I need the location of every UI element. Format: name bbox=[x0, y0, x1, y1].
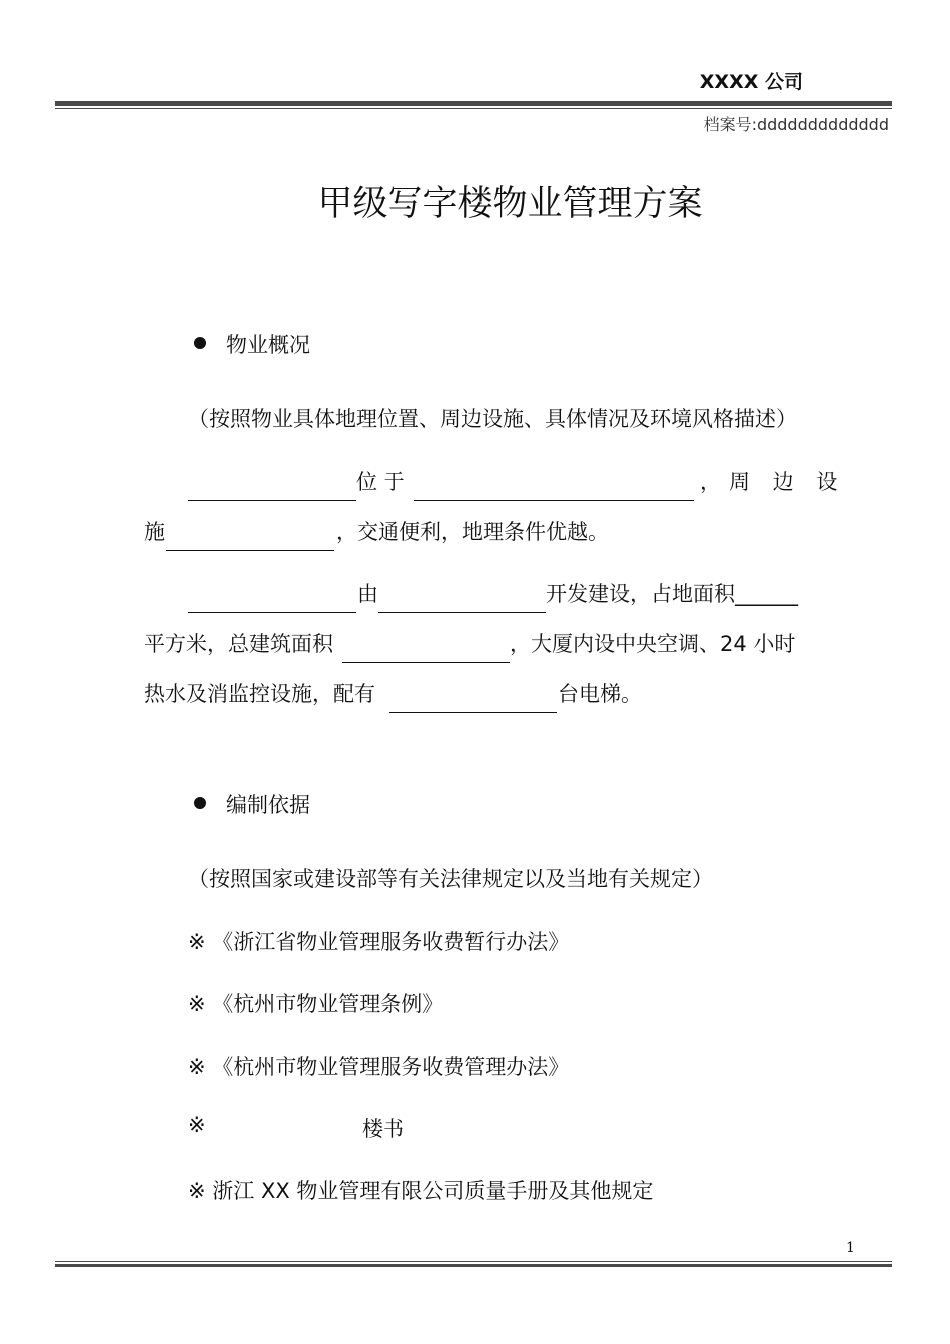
list-item: ※ 浙江 XX 物业管理有限公司质量手册及其他规定 bbox=[188, 1179, 654, 1203]
text-aircon: ，大厦内设中央空调、24 小时 bbox=[510, 632, 796, 656]
blank-field-property-name bbox=[188, 499, 356, 501]
footer-rule-thick bbox=[55, 1264, 892, 1267]
list-item: ※ 《杭州市物业管理服务收费管理办法》 bbox=[188, 1055, 570, 1079]
blank-field-elevator-count bbox=[389, 711, 557, 713]
document-title: 甲级写字楼物业管理方案 bbox=[317, 184, 703, 224]
text-by: 由 bbox=[357, 582, 378, 606]
text-transport: ，交通便利，地理条件优越。 bbox=[336, 520, 609, 544]
blank-field-total-area bbox=[342, 661, 510, 663]
section-note-basis: （按照国家或建设部等有关法律规定以及当地有关规定） bbox=[188, 867, 713, 891]
list-item: ※ 《浙江省物业管理服务收费暂行办法》 bbox=[188, 930, 570, 954]
section-note-overview: （按照物业具体地理位置、周边设施、具体情况及环境风格描述） bbox=[188, 407, 797, 431]
bullet-icon bbox=[194, 337, 206, 349]
blank-field-developer bbox=[378, 611, 546, 613]
text-equipped: 热水及消监控设施，配有 bbox=[144, 682, 375, 706]
section-heading-basis: 编制依据 bbox=[226, 793, 310, 817]
header-rule-thin bbox=[55, 108, 892, 109]
list-item: ※ bbox=[188, 1113, 206, 1137]
page-number: 1 bbox=[846, 1240, 855, 1256]
blank-field-location bbox=[414, 499, 694, 501]
text-facilities: 施 bbox=[144, 520, 165, 544]
footer-rule-thin bbox=[55, 1261, 892, 1262]
header-rule-thick bbox=[55, 101, 892, 106]
text-elevators: 台电梯。 bbox=[558, 682, 642, 706]
list-item-brochure: 楼书 bbox=[362, 1117, 404, 1141]
blank-field-facilities bbox=[166, 549, 334, 551]
text-developed: 开发建设，占地面积______ bbox=[546, 582, 798, 606]
text-located-at: 位 于 bbox=[356, 470, 405, 494]
section-heading-overview: 物业概况 bbox=[226, 333, 310, 357]
archive-number: 档案号:ddddddddddddd bbox=[703, 115, 889, 134]
text-surrounding: ，周 边 设 bbox=[700, 470, 846, 494]
blank-field-building-name bbox=[188, 611, 356, 613]
text-area: 平方米，总建筑面积 bbox=[144, 632, 333, 656]
company-name: XXXX 公司 bbox=[699, 71, 803, 93]
bullet-icon bbox=[194, 797, 206, 809]
list-item: ※ 《杭州市物业管理条例》 bbox=[188, 992, 444, 1016]
